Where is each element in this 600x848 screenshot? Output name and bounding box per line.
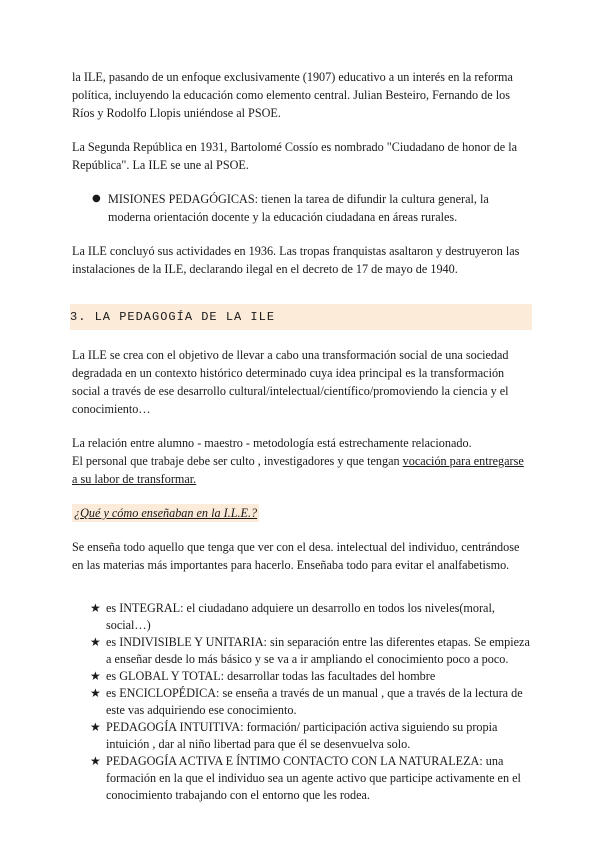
- vocation-underlined-text: vocación para entregarse a su labor de transformar.: [72, 454, 524, 486]
- list-item: [90, 634, 532, 668]
- star-icon: ★: [90, 720, 101, 734]
- list-item-text: es GLOBAL Y TOTAL: desarrollar todas las facultades del hombre: [106, 669, 436, 683]
- star-icon: ★: [90, 669, 101, 683]
- list-item: [90, 685, 532, 719]
- bullet-icon: ●: [92, 193, 101, 204]
- paragraph-segunda-republica: La Segunda República en 1931, Bartolomé Cossío es nombrado "Ciudadano de honor de la República". La ILE se une al PSOE.: [72, 140, 517, 172]
- paragraph-ile-end: La ILE concluyó sus actividades en 1936. Las tropas franquistas asaltaron y destruyeron las instalaciones de la ILE, declarando ilegal en el decreto de 17 de mayo de 1940.: [72, 244, 520, 276]
- list-item-text: es ENCICLOPÉDICA: se enseña a través de un manual , que a través de la lectura de este vas adquiriendo ese conocimiento.: [106, 686, 523, 717]
- list-item: [90, 719, 532, 753]
- list-item-text: MISIONES PEDAGÓGICAS: tienen la tarea de difundir la cultura general, la moderna orientación docente y la educación ciudadana en áreas rurales.: [108, 192, 489, 224]
- list-item-misiones: [92, 190, 532, 226]
- paragraph-ile-politics: la ILE, pasando de un enfoque exclusivamente (1907) educativo a un interés en la reforma política, incluyendo la educación como elemento central. Julian Besteiro, Fernando de los Ríos y Rodolfo Llopis uniéndose al PSOE.: [72, 70, 513, 120]
- star-list: [72, 600, 532, 804]
- star-icon: ★: [90, 686, 101, 700]
- list-item: [90, 753, 532, 804]
- star-icon: ★: [90, 601, 101, 615]
- star-icon: ★: [90, 754, 101, 768]
- paragraph-ensenanza: Se enseña todo aquello que tenga que ver con el desa. intelectual del individuo, centrándose en las materias más importantes para hacerlo. Enseñaba todo para evitar el analfabetismo.: [72, 540, 520, 572]
- relation-text: La relación entre alumno - maestro - metodología está estrechamente relacionado.: [72, 436, 472, 450]
- list-item-text: PEDAGOGÍA ACTIVA E ÍNTIMO CONTACTO CON LA NATURALEZA: una formación en la que el individuo sea un agente activo que participe activamente en el conocimiento trabajando con el entorno que les rodea.: [106, 754, 521, 802]
- sub-heading-wrapper: [72, 504, 532, 522]
- sub-heading: ¿Qué y cómo enseñaban en la I.L.E.?: [74, 506, 258, 520]
- bullet-list: [72, 190, 532, 226]
- list-item-text: es INTEGRAL: el ciudadano adquiere un desarrollo en todos los niveles(moral, social…): [106, 601, 495, 632]
- star-icon: ★: [90, 635, 101, 649]
- paragraph-relation: [72, 434, 532, 488]
- list-item: [90, 600, 532, 634]
- personal-text: El personal que trabaje debe ser culto , investigadores y que tengan: [72, 454, 403, 468]
- list-item-text: es INDIVISIBLE Y UNITARIA: sin separación entre las diferentes etapas. Se empieza a enseñar desde lo más básico y se va a ir ampliando el conocimiento poco a poco.: [106, 635, 530, 666]
- section-heading: 3. LA PEDAGOGÍA DE LA ILE: [70, 304, 532, 330]
- paragraph-ile-objective: La ILE se crea con el objetivo de llevar a cabo una transformación social de una sociedad degradada en un contexto histórico determinado cuya idea principal es la transformación social a través de ese desarrollo cultural/intelectual/científico/promoviendo la ciencia y el conocimiento…: [72, 348, 509, 416]
- document-body: [72, 68, 532, 804]
- list-item: [90, 668, 532, 685]
- list-item-text: PEDAGOGÍA INTUITIVA: formación/ participación activa siguiendo su propia intuición , dar al niño libertad para que él se desenvuelva solo.: [106, 720, 498, 751]
